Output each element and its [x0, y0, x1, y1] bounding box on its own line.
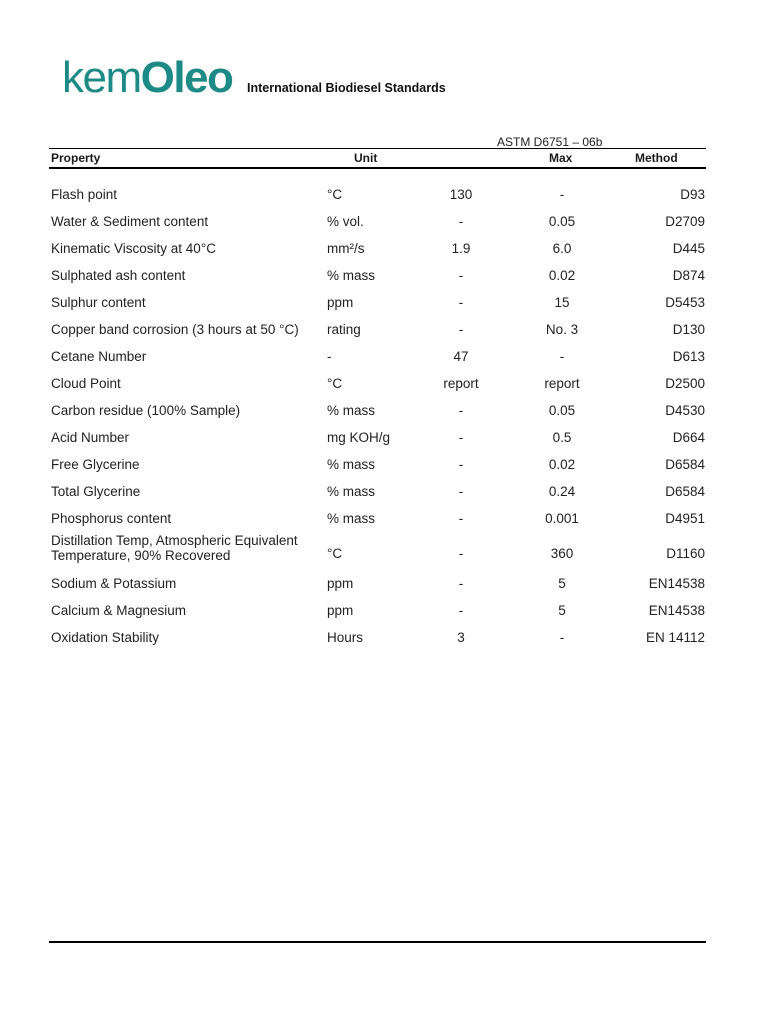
- cell-max: No. 3: [545, 322, 579, 337]
- table-row: [49, 397, 706, 424]
- document-title: International Biodiesel Standards: [247, 81, 446, 95]
- cell-method: D6584: [665, 457, 705, 472]
- cell-min: -: [458, 484, 464, 499]
- header-max: Max: [549, 151, 573, 165]
- table-row: [49, 343, 706, 370]
- cell-property: Sulphated ash content: [51, 268, 186, 283]
- table-row: [49, 181, 706, 208]
- cell-method: D6584: [665, 484, 705, 499]
- cell-min: -: [458, 403, 464, 418]
- cell-method: D874: [672, 268, 705, 283]
- table-row: [49, 262, 706, 289]
- cell-max: 0.24: [548, 484, 576, 499]
- table-row: [49, 289, 706, 316]
- table-row: [49, 316, 706, 343]
- cell-min: -: [458, 603, 464, 618]
- logo-text-oleo: Oleo: [140, 53, 233, 102]
- cell-method: D93: [680, 187, 705, 202]
- cell-method: D2500: [665, 376, 705, 391]
- table-header: [49, 148, 706, 169]
- cell-max: report: [544, 376, 580, 391]
- cell-method: EN 14112: [645, 630, 705, 645]
- cell-property: Copper band corrosion (3 hours at 50 °C): [51, 322, 299, 337]
- cell-property: Kinematic Viscosity at 40°C: [51, 241, 216, 256]
- cell-min: report: [443, 376, 479, 391]
- cell-property: Total Glycerine: [51, 484, 141, 499]
- cell-max: 0.02: [548, 268, 576, 283]
- table-row: [49, 597, 706, 624]
- cell-min: -: [458, 511, 464, 526]
- cell-unit: % mass: [327, 457, 376, 472]
- cell-property: Distillation Temp, Atmospheric Equivalent Temperature, 90% Recovered: [51, 533, 298, 563]
- cell-min: -: [458, 430, 464, 445]
- cell-min: -: [458, 546, 464, 561]
- table-row: [49, 424, 706, 451]
- cell-method: D613: [672, 349, 705, 364]
- cell-unit: -: [327, 349, 332, 364]
- cell-property: Oxidation Stability: [51, 630, 160, 645]
- spec-table-body: [49, 181, 706, 651]
- cell-method: D445: [672, 241, 705, 256]
- cell-min: -: [458, 576, 464, 591]
- cell-unit: Hours: [327, 630, 364, 645]
- cell-property: Calcium & Magnesium: [51, 603, 187, 618]
- cell-min: -: [458, 457, 464, 472]
- cell-max: 5: [558, 576, 566, 591]
- cell-min: 47: [453, 349, 469, 364]
- cell-property: Sodium & Potassium: [51, 576, 177, 591]
- cell-max: 0.5: [552, 430, 572, 445]
- cell-min: -: [458, 268, 464, 283]
- cell-method: D4530: [665, 403, 705, 418]
- cell-unit: ppm: [327, 603, 354, 618]
- table-row: [49, 624, 706, 651]
- cell-unit: % mass: [327, 403, 376, 418]
- cell-max: -: [559, 630, 565, 645]
- table-row: [49, 570, 706, 597]
- cell-min: -: [458, 214, 464, 229]
- cell-min: 1.9: [451, 241, 471, 256]
- cell-method: D664: [672, 430, 705, 445]
- cell-unit: °C: [327, 376, 343, 391]
- header-unit: Unit: [354, 151, 378, 165]
- table-row: [49, 208, 706, 235]
- cell-method: EN14538: [648, 603, 705, 618]
- cell-max: 360: [550, 546, 574, 561]
- logo-text-kem: kem: [62, 53, 141, 102]
- cell-property: Flash point: [51, 187, 118, 202]
- table-row: [49, 505, 706, 532]
- cell-max: 0.02: [548, 457, 576, 472]
- cell-max: -: [559, 349, 565, 364]
- cell-max: 5: [558, 603, 566, 618]
- table-row: [49, 451, 706, 478]
- header-method: Method: [635, 151, 678, 165]
- cell-method: D5453: [665, 295, 705, 310]
- cell-min: -: [458, 295, 464, 310]
- cell-unit: mm²/s: [327, 241, 365, 256]
- footer-rule: [49, 941, 706, 943]
- cell-method: D130: [672, 322, 705, 337]
- cell-unit: °C: [327, 546, 343, 561]
- cell-property: Sulphur content: [51, 295, 146, 310]
- cell-property: Carbon residue (100% Sample): [51, 403, 241, 418]
- table-row: [49, 235, 706, 262]
- cell-min: 130: [449, 187, 473, 202]
- cell-unit: % vol.: [327, 214, 364, 229]
- cell-property: Water & Sediment content: [51, 214, 209, 229]
- cell-max: 0.05: [548, 403, 576, 418]
- cell-method: D2709: [665, 214, 705, 229]
- cell-max: 15: [554, 295, 570, 310]
- table-row: [49, 370, 706, 397]
- cell-method: D1160: [666, 546, 705, 561]
- cell-unit: rating: [327, 322, 361, 337]
- cell-property: Phosphorus content: [51, 511, 172, 526]
- cell-method: EN14538: [648, 576, 705, 591]
- cell-max: 0.05: [548, 214, 576, 229]
- cell-property: Cloud Point: [51, 376, 121, 391]
- standard-name: ASTM D6751 – 06b: [497, 135, 603, 149]
- table-row: [49, 532, 706, 570]
- cell-unit: % mass: [327, 511, 376, 526]
- cell-method: D4951: [665, 511, 705, 526]
- cell-max: 0.001: [545, 511, 579, 526]
- cell-min: -: [458, 322, 464, 337]
- header-property: Property: [51, 151, 101, 165]
- cell-property: Cetane Number: [51, 349, 147, 364]
- cell-unit: mg KOH/g: [327, 430, 391, 445]
- cell-property: Acid Number: [51, 430, 130, 445]
- cell-unit: % mass: [327, 268, 376, 283]
- cell-min: 3: [457, 630, 465, 645]
- cell-property: Free Glycerine: [51, 457, 140, 472]
- kemoleo-logo: [62, 53, 233, 102]
- cell-unit: °C: [327, 187, 343, 202]
- cell-max: -: [559, 187, 565, 202]
- cell-unit: ppm: [327, 576, 354, 591]
- cell-unit: % mass: [327, 484, 376, 499]
- cell-max: 6.0: [552, 241, 572, 256]
- table-row: [49, 478, 706, 505]
- cell-unit: ppm: [327, 295, 354, 310]
